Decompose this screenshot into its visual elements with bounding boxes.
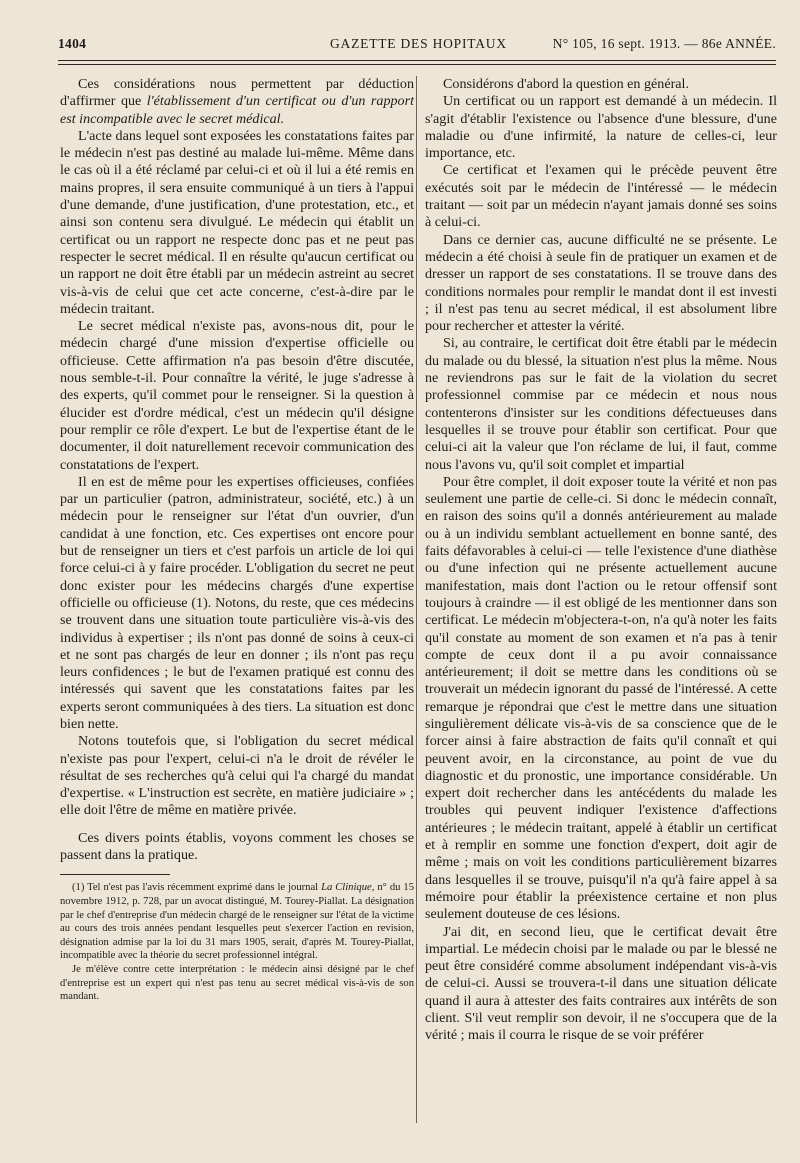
paragraph: Ces considérations nous permettent par déduction d'affirmer que l'établissement d'un certificat ou d'un rapport est incompatible avec le secret médical. — [60, 76, 414, 127]
left-column — [60, 76, 414, 1004]
footnote-rule — [60, 874, 170, 875]
paragraph: Pour être complet, il doit exposer toute la vérité et non pas seulement une partie de celle-ci. Si donc le médecin connaît, en raison des soins qu'il a donnés antérieurement au malade ou à un individu semblant actuellement en bonne santé, des faits défavorables à celui-ci — telle l'existence d'une diathèse ou d'une infection qui ne présente actuellement aucune manifestation, mais dont l'action ou le retour offensif sont toujours à craindre — il est obligé de les mentionner dans son certificat. Le médecin m'objectera-t-on, n'a qu'à noter les faits qu'il constate au moment de son examen et n'a pas à tenir compte de ceux dont il a pu avoir connaissance antérieurement; il doit se mettre dans les conditions où se trouverait un médecin ignorant du passé de l'intéressé. A cette remarque je répondrai que c'est le mettre dans une situation singulièrement délicate vis-à-vis de sa conscience que de le forcer ainsi à faire abstraction de faits qu'il connaît et qui peuvent avoir, en la circonstance, au point de vue du diagnostic et du pronostic, une importance considérable. Un expert doit rechercher dans les antécédents du malade les troubles qui peuvent indiquer l'existence d'affections antérieures ; le médecin traitant, appelé à établir un certificat et à remplir en somme une fonction d'expert, doit agir de même ; mais on voit les conditions particulièrement bizarres dans lesquelles il se trouve, puisqu'il n'a qu'à faire appel à sa mémoire pour établir la préexistence certaine et non plus seulement douteuse de ces lésions. — [425, 473, 777, 923]
right-column — [425, 76, 777, 1045]
paragraph: Ce certificat et l'examen qui le précède peuvent être exécutés soit par le médecin de l'intéressé — le médecin traitant — soit par un médecin n'ayant jamais donné ses soins à celui-ci. — [425, 162, 777, 231]
italic-emphasis: l'établissement d'un certificat ou d'un rapport est incompatible avec le secret médical. — [60, 93, 414, 127]
issue-info: N° 105, 16 sept. 1913. — 86e ANNÉE. — [552, 36, 776, 51]
header-rule-thin — [58, 64, 776, 65]
paragraph: Un certificat ou un rapport est demandé à un médecin. Il s'agit d'établir l'existence ou l'absence d'une blessure, d'une maladie ou d'une infirmité, la nature de celles-ci, leur importance, etc. — [425, 93, 777, 162]
paragraph: L'acte dans lequel sont exposées les constatations faites par le médecin n'est pas destiné au malade lui-même. Même dans le cas où il a été réclamé par celui-ci et où il lui a été remis en mains propres, il sera ensuite communiqué à un tiers à l'appui d'une demande, d'une justification, d'une protestation, etc., et ainsi son contenu sera divulgué. Le médecin qui établit un certificat ou un rapport ne respecte donc pas et ne peut pas respecter le secret médical. Il en résulte qu'aucun certificat ou un rapport ne doit être établi par un médecin astreint au secret vis-à-vis de celui que cet acte concerne, c'est-à-dire par le médecin traitant. — [60, 127, 414, 317]
journal-title: GAZETTE DES HOPITAUX — [330, 36, 507, 51]
paragraph: Considérons d'abord la question en général. — [443, 76, 689, 92]
paragraph: Notons toutefois que, si l'obligation du secret médical n'existe pas pour l'expert, celui-ci n'a le droit de révéler le résultat de ses recherches qu'à celui qui l'a chargé du mandat d'expertise. « L'instruction est secrète, en matière judiciaire » ; elle doit l'être de même en matière privée. — [60, 733, 414, 819]
paragraph: Si, au contraire, le certificat doit être établi par le médecin du malade ou du blessé, la situation n'est plus la même. Nous ne reviendrons pas sur le fait de la violation du secret professionnel commise par ce médecin et nous nous contenterons d'insister sur les conditions défectueuses dans lesquelles il se trouve pour établir son certificat. Pour que celui-ci ait la valeur que l'on réclame de lui, il faut, comme nous l'avons vu, qu'il soit complet et impartial — [425, 335, 777, 473]
paragraph: Ces divers points établis, voyons comment les choses se passent dans la pratique. — [60, 829, 414, 864]
running-header — [58, 34, 776, 56]
paragraph: J'ai dit, en second lieu, que le certificat devait être impartial. Le médecin choisi par le malade ou par le blessé ne peut être considéré comme absolument indépendant vis-à-vis de celui-ci. Aussi se trouvera-t-il dans une situation délicate quand il aura à attester des faits contraires aux intérêts de son client. S'il veut remplir son devoir, il ne s'occupera que de la vérité ; mais il courra le risque de se voir préférer — [425, 923, 777, 1044]
header-rule-thick — [58, 60, 776, 61]
page-number: 1404 — [58, 36, 87, 51]
column-divider — [416, 76, 417, 1123]
footnotes — [60, 881, 414, 1003]
paragraph: Il en est de même pour les expertises officieuses, confiées par un particulier (patron, administrateur, société, etc.) à un médecin pour le renseigner sur l'état d'un ouvrier, d'un candidat à une fonction, etc. Ces expertises ont encore pour but de renseigner un tiers et c'est parfois un article de loi qui force celui-ci à y faire procéder. L'obligation du secret ne peut donc exister pour les médecins chargés d'une expertise officielle ou officieuse (1). Notons, du reste, que ces médecins se trouvent dans une situation toute particulière vis-à-vis des individus à expertiser ; ils n'ont pas donné de soins à ceux-ci et ne sont pas chargés de leur en donner ; ils n'ont pas reçu leurs confidences ; le but de l'examen pratiqué est connu des intéressés qui savent que les constatations faites par les experts seront communiquées à des tiers. La situation est donc bien nette. — [60, 473, 414, 732]
footnote: (1) Tel n'est pas l'avis récemment exprimé dans le journal La Clinique, n° du 15 novembre 1912, p. 728, par un avocat distingué, M. Tourey-Piallat. La désignation par le chef d'entreprise d'un médecin chargé de le renseigner sur l'état de la victime au cours des trois années pendant lesquelles peut s'exercer l'action en revision, désignation admise par la loi du 31 mars 1905, serait, d'après M. Tourey-Piallat, incompatible avec la théorie du secret professionnel intégral. — [60, 882, 414, 962]
footnote: Je m'élève contre cette interprétation : le médecin ainsi désigné par le chef d'entreprise est un expert qui n'est pas tenu au secret médical vis-à-vis de son mandant. — [60, 963, 414, 1003]
paragraph: Dans ce dernier cas, aucune difficulté ne se présente. Le médecin a été choisi à seule fin de pratiquer un examen et de dresser un rapport de ses constatations. Il se trouve dans des conditions normales pour remplir le mandat dont il est investi ; il n'est pas tenu au secret médical, il est absolument libre pour rechercher et attester la vérité. — [425, 231, 777, 335]
paragraph: Le secret médical n'existe pas, avons-nous dit, pour le médecin chargé d'une mission d'expertise officielle ou officieuse. Cette affirmation n'a pas besoin d'être discutée, nous semble-t-il. Pour connaître la vérité, le juge s'adresse à des experts, qu'il commet pour le renseigner. Si la question à élucider est d'ordre médical, c'est un médecin qu'il désigne pour remplir ce rôle d'expert. Le but de l'expertise étant de le documenter, il doit naturellement recevoir communication des constatations de l'expert. — [60, 318, 414, 473]
